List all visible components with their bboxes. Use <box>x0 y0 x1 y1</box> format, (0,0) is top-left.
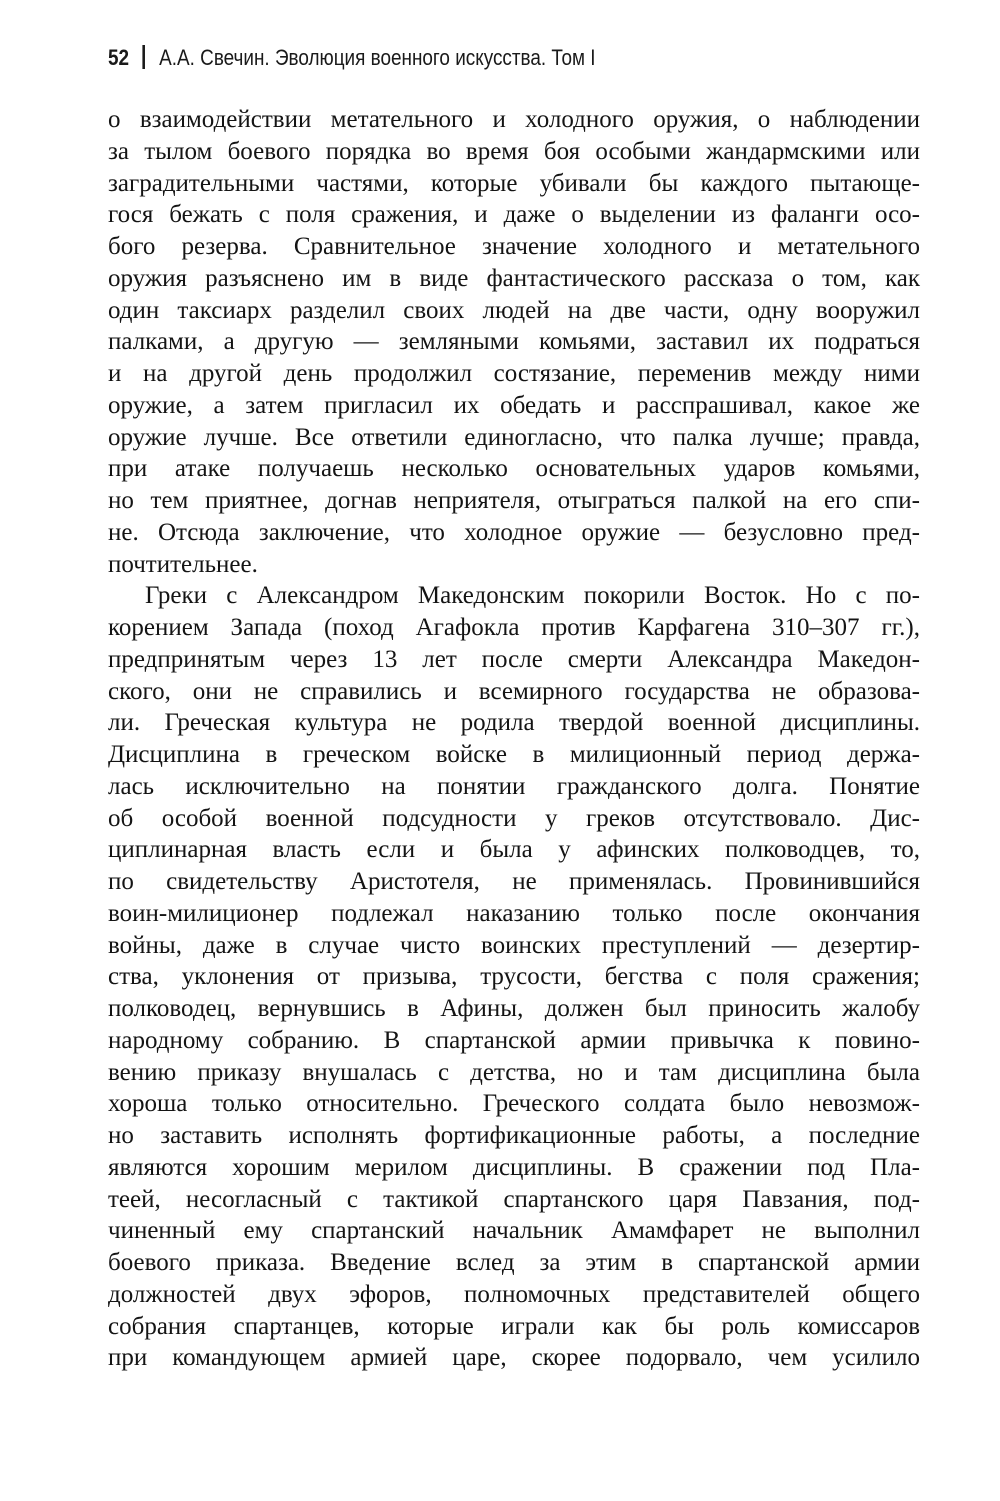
text-line: боевого приказа. Введение вслед за этим в спартанской армии <box>108 1249 920 1276</box>
text-line: и на другой день продолжил состязание, переменив между ними <box>108 360 920 387</box>
text-line: при атаке получаешь несколько основательных ударов комьями, <box>108 455 920 483</box>
text-line: заградительными частями, которые убивали бы каждого пытающе- <box>108 169 920 197</box>
running-header <box>108 38 596 78</box>
text-line: почтительнее. <box>108 550 258 578</box>
header-divider <box>143 45 146 69</box>
paragraph <box>108 580 920 1374</box>
running-title: А.А. Свечин. Эволюция военного искусства. Том I <box>159 45 596 70</box>
text-line: о взаимодействии метательного и холодного оружия, о наблюдении <box>108 106 920 133</box>
text-line: Греки с Александром Македонским покорили Восток. Но с по- <box>145 582 920 610</box>
text-line: один таксиарх разделил своих людей на две части, одну вооружил <box>108 296 920 324</box>
text-line: полководец, вернувшись в Афины, должен был приносить жалобу <box>108 995 920 1022</box>
text-line: при командующем армией царе, скорее подорвало, чем усилило <box>108 1344 920 1372</box>
body-text <box>108 104 920 1374</box>
text-line: должностей двух эфоров, полномочных представителей общего <box>108 1280 920 1308</box>
text-line: народному собранию. В спартанской армии привычка к повино- <box>108 1026 920 1054</box>
paragraph <box>108 104 920 580</box>
text-line: ского, они не справились и всемирного государства не образова- <box>108 677 920 705</box>
text-line: но заставить исполнять фортификационные работы, а последние <box>108 1122 920 1149</box>
text-line: гося бежать с поля сражения, и даже о выделении из фаланги осо- <box>108 201 920 229</box>
text-line: бого резерва. Сравнительное значение холодного и метательного <box>108 233 920 260</box>
text-line: об особой военной подсудности у греков отсутствовало. Дис- <box>108 804 920 832</box>
text-line: хороша только относительно. Греческого солдата было невозмож- <box>108 1090 920 1118</box>
text-line: корением Запада (поход Агафокла против Карфагена 310–307 гг.), <box>108 614 920 641</box>
text-line: но тем приятнее, догнав неприятеля, отыграться палкой на его спи- <box>108 487 920 514</box>
text-line: оружие лучше. Все ответили единогласно, что палка лучше; правда, <box>108 423 920 451</box>
text-line: палками, а другую — земляными комьями, заставил их подраться <box>108 328 920 356</box>
text-line: воин-милиционер подлежал наказанию только после окончания <box>108 899 920 927</box>
text-line: ли. Греческая культура не родила твердой военной дисциплины. <box>108 709 920 737</box>
text-line: чиненный ему спартанский начальник Амамфарет не выполнил <box>108 1217 920 1245</box>
text-line: Дисциплина в греческом войске в милиционный период держа- <box>108 741 920 768</box>
text-line: вению приказу внушалась с детства, но и там дисциплина была <box>108 1058 920 1086</box>
page-number: 52 <box>108 45 130 70</box>
text-line: являются хорошим мерилом дисциплины. В сражении под Пла- <box>108 1153 920 1181</box>
text-line: войны, даже в случае чисто воинских преступлений — дезертир- <box>108 931 920 959</box>
text-line: не. Отсюда заключение, что холодное оружие — безусловно пред- <box>108 518 920 546</box>
text-line: лась исключительно на понятии гражданского долга. Понятие <box>108 772 920 800</box>
text-line: ства, уклонения от призыва, трусости, бегства с поля сражения; <box>108 963 920 991</box>
text-line: циплинарная власть если и была у афинских полководцев, то, <box>108 836 920 864</box>
text-line: оружие, а затем пригласил их обедать и расспрашивал, какое же <box>108 391 920 419</box>
text-line: предпринятым через 13 лет после смерти Александра Македон- <box>108 645 920 673</box>
text-line: оружия разъяснено им в виде фантастического рассказа о том, как <box>108 264 920 292</box>
text-line: теей, несогласный с тактикой спартанского царя Павзания, под- <box>108 1185 920 1213</box>
text-line: собрания спартанцев, которые играли как бы роль комиссаров <box>108 1312 920 1340</box>
text-line: по свидетельству Аристотеля, не применялась. Провинившийся <box>108 868 920 895</box>
text-line: за тылом боевого порядка во время боя особыми жандармскими или <box>108 137 920 165</box>
